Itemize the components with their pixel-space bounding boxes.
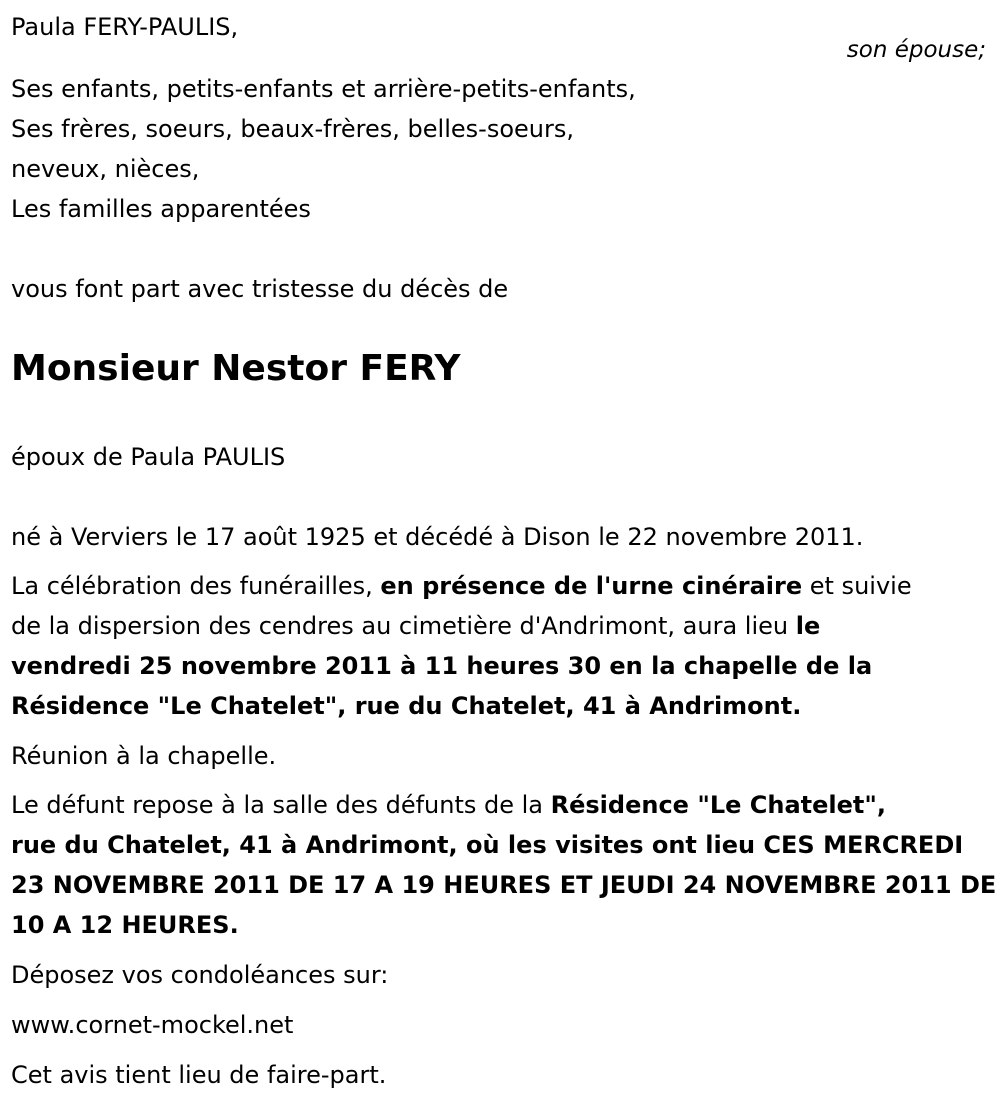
visits-text: Le défunt repose à la salle des défunts de la [11,791,551,819]
ceremony-text: de la dispersion des cendres au cimetière d'Andrimont, aura lieu [11,612,796,640]
visits-line-2: rue du Chatelet, 41 à Andrimont, où les visites ont lieu CES MERCREDI [11,831,964,859]
family-line-4: Les familles apparentées [11,195,311,223]
closing-line: Cet avis tient lieu de faire-part. [11,1061,387,1089]
ceremony-line-4: Résidence "Le Chatelet", rue du Chatelet, 41 à Andrimont. [11,692,802,720]
family-line-3: neveux, nièces, [11,155,200,183]
ceremony-text: La célébration des funérailles, [11,572,381,600]
ceremony-urn-text: en présence de l'urne cinéraire [380,572,803,600]
spouse-line: époux de Paula PAULIS [11,443,286,471]
family-line-2: Ses frères, soeurs, beaux-frères, belles-soeurs, [11,115,574,143]
visits-residence-text: Résidence "Le Chatelet", [550,791,886,819]
family-line-1: Ses enfants, petits-enfants et arrière-petits-enfants, [11,75,636,103]
visits-line-3: 23 NOVEMBRE 2011 DE 17 A 19 HEURES ET JEUDI 24 NOVEMBRE 2011 DE [11,871,997,899]
announcement: vous font part avec tristesse du décès de [11,275,509,303]
reunion-line: Réunion à la chapelle. [11,742,277,770]
condolences-label: Déposez vos condoléances sur: [11,961,389,989]
relation-label: son épouse; [846,37,986,63]
visits-line-4: 10 A 12 HEURES. [11,911,239,939]
ceremony-line-3: vendredi 25 novembre 2011 à 11 heures 30 en la chapelle de la [11,652,873,680]
ceremony-line-1 [11,574,912,598]
ceremony-date-text: le [795,612,821,640]
website-link[interactable]: www.cornet-mockel.net [11,1011,294,1039]
first-line: Paula FERY-PAULIS, [11,13,239,41]
ceremony-text: et suivie [802,572,912,600]
dates-line: né à Verviers le 17 août 1925 et décédé à Dison le 22 novembre 2011. [11,523,864,551]
visits-line-1 [11,793,886,817]
ceremony-line-2 [11,614,820,638]
deceased-name: Monsieur Nestor FERY [11,348,461,389]
